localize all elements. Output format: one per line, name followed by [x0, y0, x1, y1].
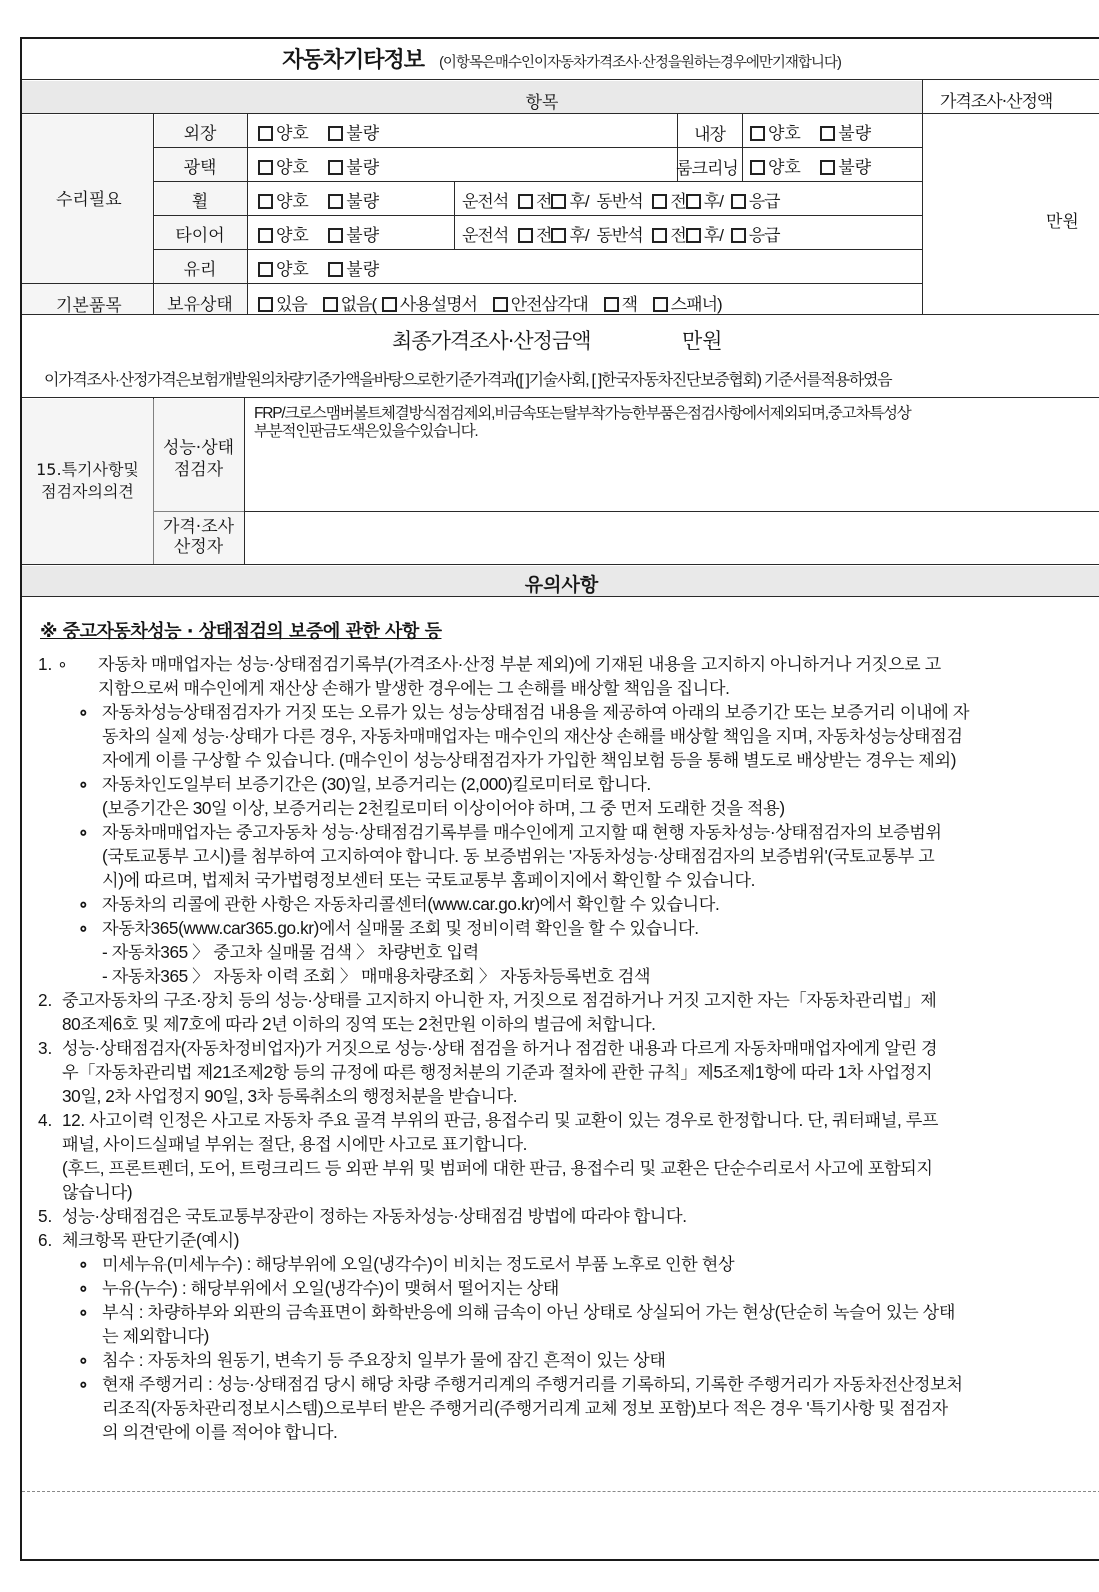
- notice-line: 자동차매매업자는 중고자동차 성능·상태점검기록부를 매수인에게 고지할 때 현행 자동차성능·상태점검자의 보증범위: [102, 822, 942, 842]
- exterior-checks: 양호 불량: [258, 119, 379, 144]
- bullet-icon: ∘: [78, 1374, 89, 1394]
- notice-line: 성능·상태점검자(자동차정비업자)가 거짓으로 성능·상태 점검을 하거나 점검한 내용과 다르게 자동차매매업자에게 알린 경: [62, 1038, 938, 1058]
- form-page: [20, 37, 1099, 1561]
- tire-checks: 양호 불량: [258, 221, 379, 246]
- notice-line: 12. 사고이력 인정은 사고로 자동차 주요 골격 부위의 판금, 용접수리 및 교환이 있는 경우로 한정합니다. 단, 쿼터패널, 루프: [62, 1110, 939, 1130]
- notice-item: [36, 892, 1081, 916]
- notice-line: 자동차인도일부터 보증기간은 (30)일, 보증거리는 (2,000)킬로미터로 합니다.: [102, 774, 651, 794]
- wheel-good-checkbox[interactable]: [258, 194, 273, 209]
- notice-line: - 자동차365 〉 중고차 실매물 검색 〉 차량번호 입력: [102, 942, 479, 962]
- notice-number: 2.: [38, 990, 53, 1010]
- wheel-passenger-rear-checkbox[interactable]: [686, 194, 701, 209]
- notice-item: [36, 772, 1081, 820]
- special-label: 15.특기사항및 점검자의의견: [36, 460, 139, 501]
- glass-checks: 양호 불량: [258, 255, 379, 280]
- wheel-driver-rear-checkbox[interactable]: [551, 194, 566, 209]
- wheel-driver-front-checkbox[interactable]: [518, 194, 533, 209]
- notice-line: 미세누유(미세누수) : 해당부위에 오일(냉각수)이 비치는 정도로서 부품 노후로 인한 현상: [102, 1254, 735, 1274]
- notice-line: 지함으로써 매수인에게 재산상 손해가 발생한 경우에는 그 손해를 배상할 책임을 집니다.: [98, 678, 730, 698]
- notice-line: 자동차성능상태점검자가 거짓 또는 오류가 있는 성능상태점검 내용을 제공하여 아래의 보증기간 또는 보증거리 이내에 자: [102, 702, 970, 722]
- notice-line: 시)에 따르며, 법제처 국가법령정보센터 또는 국토교통부 홈페이지에서 확인할 수 있습니다.: [102, 870, 755, 890]
- notice-item: [36, 1348, 1081, 1372]
- notice-item: [36, 1108, 1081, 1204]
- bullet-icon: ∘: [78, 894, 89, 914]
- bullet-icon: ∘: [78, 702, 89, 722]
- notice-subtitle: ※ 중고자동차성능 · 상태점검의 보증에 관한 사항 등: [40, 621, 442, 642]
- bullet-icon: ∘: [78, 1350, 89, 1370]
- notice-number: 4.: [38, 1110, 53, 1130]
- inspector-label: 성능·상태 점검자: [162, 438, 235, 480]
- notice-number: 1. ∘: [38, 654, 68, 674]
- section-title: 자동차기타정보: [282, 47, 424, 72]
- bullet-icon: ∘: [78, 1254, 89, 1274]
- bullet-icon: ∘: [78, 918, 89, 938]
- notice-number: 6.: [38, 1230, 53, 1250]
- col-item-header: 항목: [525, 93, 559, 113]
- notice-line: 자에게 이를 구상할 수 있습니다. (매수인이 성능상태점검자가 가입한 책임보험 등을 통해 별도로 배상받는 경우는 제외): [102, 750, 957, 770]
- col-price-header: 가격조사·산정액: [940, 92, 1053, 112]
- basic-none-checkbox[interactable]: [323, 297, 338, 312]
- notice-line: 중고자동차의 구조·장치 등의 성능·상태를 고지하지 아니한 자, 거짓으로 점검하거나 거짓 고지한 자는「자동차관리법」제: [62, 990, 937, 1010]
- notice-line: 자동차365(www.car365.go.kr)에서 실매물 조회 및 정비이력 확인을 할 수 있습니다.: [102, 918, 699, 938]
- notice-line: - 자동차365 〉 자동차 이력 조회 〉 매매용차량조회 〉 자동차등록번호 검색: [102, 966, 651, 986]
- bullet-icon: ∘: [78, 1278, 89, 1298]
- notice-line: 누유(누수) : 해당부위에서 오일(냉각수)이 맺혀서 떨어지는 상태: [102, 1278, 560, 1298]
- notice-line: 성능·상태점검은 국토교통부장관이 정하는 자동차성능·상태점검 방법에 따라야 합니다.: [62, 1206, 687, 1226]
- wheel-checks: 양호 불량: [258, 187, 379, 212]
- basic-have-checkbox[interactable]: [258, 297, 273, 312]
- repair-needed-label: 수리필요: [56, 190, 122, 210]
- bullet-icon: ∘: [78, 822, 89, 842]
- glass-bad-checkbox[interactable]: [328, 262, 343, 277]
- repair-item-tire: 타이어: [175, 226, 225, 246]
- notice-line: 부식 : 차량하부와 외판의 금속표면이 화학반응에 의해 금속이 아닌 상태로 상실되어 가는 현상(단순히 녹슬어 있는 상태: [102, 1302, 956, 1322]
- roomcleaning-checks: 양호 불량: [750, 153, 871, 178]
- wheel-seat-checks: 운전석 전 후/ 동반석 전 후/ 응급: [462, 192, 780, 211]
- notice-item: [36, 1228, 1081, 1252]
- notice-item: [36, 1036, 1081, 1108]
- wheel-emergency-checkbox[interactable]: [731, 194, 746, 209]
- notice-item: [36, 820, 1081, 892]
- appraiser-label: 가격·조사 산정자: [162, 517, 235, 557]
- tire-bad-checkbox[interactable]: [328, 228, 343, 243]
- interior-good-checkbox[interactable]: [750, 126, 765, 141]
- notice-item: [36, 1252, 1081, 1276]
- notice-title: 유의사항: [524, 574, 599, 596]
- price-basis-statement: 이가격조사·산정가격은보험개발원의차량기준가액을바탕으로한기준가격과([ ]기술사회, [ ]한국자동차진단보증협회) 기준서를적용하였음: [44, 372, 892, 389]
- notice-line: 동차의 실제 성능·상태가 다른 경우, 자동차매매업자는 매수인의 재산상 손해를 배상할 책임을 지며, 자동차성능상태점검: [102, 726, 963, 746]
- wheel-passenger-front-checkbox[interactable]: [652, 194, 667, 209]
- roomcleaning-label: 룸크리닝: [676, 159, 738, 178]
- gloss-bad-checkbox[interactable]: [328, 160, 343, 175]
- exterior-good-checkbox[interactable]: [258, 126, 273, 141]
- repair-item-gloss: 광택: [183, 158, 217, 178]
- notice-list: [36, 652, 1081, 1444]
- repair-item-glass: 유리: [183, 260, 217, 280]
- wheel-bad-checkbox[interactable]: [328, 194, 343, 209]
- final-price-unit: 만원: [682, 329, 723, 353]
- notice-line: 리조직(자동차관리정보시스템)으로부터 받은 주행거리(주행거리계 교체 정보 포함)보다 적은 경우 '특기사항 및 점검자: [102, 1398, 948, 1418]
- interior-bad-checkbox[interactable]: [820, 126, 835, 141]
- section-title-row: [22, 43, 1099, 79]
- triangle-checkbox[interactable]: [493, 297, 508, 312]
- notice-item: [36, 652, 1081, 700]
- notice-line: 패널, 사이드실패널 부위는 절단, 용접 시에만 사고로 표기합니다.: [62, 1134, 528, 1154]
- roomcleaning-good-checkbox[interactable]: [750, 160, 765, 175]
- notice-line: 않습니다): [62, 1182, 133, 1202]
- basic-items-label: 기본품목: [56, 296, 122, 316]
- tire-seat-checks: 운전석 전 후/ 동반석 전 후/ 응급: [462, 226, 780, 245]
- notice-line: (보증기간은 30일 이상, 보증거리는 2천킬로미터 이상이어야 하며, 그 중 먼저 도래한 것을 적용): [102, 798, 785, 818]
- roomcleaning-bad-checkbox[interactable]: [820, 160, 835, 175]
- tire-good-checkbox[interactable]: [258, 228, 273, 243]
- price-unit: 만원: [1046, 212, 1079, 232]
- notice-line: 자동차 매매업자는 성능·상태점검기록부(가격조사·산정 부분 제외)에 기재된 내용을 고지하지 아니하거나 거짓으로 고: [98, 654, 941, 674]
- basic-status-label: 보유상태: [167, 295, 233, 315]
- section-note: (이항목은매수인이자동차가격조사·산정을원하는경우에만기재합니다): [439, 55, 841, 71]
- jack-checkbox[interactable]: [604, 297, 619, 312]
- tire-driver-front-checkbox[interactable]: [518, 228, 533, 243]
- repair-item-wheel: 휠: [191, 192, 209, 212]
- notice-line: 체크항목 판단기준(예시): [62, 1230, 240, 1250]
- notice-line: 침수 : 자동차의 원동기, 변속기 등 주요장치 일부가 물에 잠긴 흔적이 있는 상태: [102, 1350, 666, 1370]
- notice-item: [36, 700, 1081, 772]
- tire-passenger-front-checkbox[interactable]: [652, 228, 667, 243]
- notice-line: (후드, 프론트펜더, 도어, 트렁크리드 등 외판 부위 및 범퍼에 대한 판금, 용접수리 및 교환은 단순수리로서 사고에 포함되지: [62, 1158, 933, 1178]
- notice-item: [36, 1204, 1081, 1228]
- interior-checks: 양호 불량: [750, 119, 871, 144]
- notice-line: 80조제6호 및 제7호에 따라 2년 이하의 징역 또는 2천만원 이하의 벌금에 처합니다.: [62, 1014, 656, 1034]
- repair-item-exterior: 외장: [183, 124, 217, 144]
- tire-driver-rear-checkbox[interactable]: [551, 228, 566, 243]
- notice-line: 우「자동차관리법 제21조제2항 등의 규정에 따른 행정처분의 기준과 절차에 관한 규칙」제5조제1항에 따라 1차 사업정지: [62, 1062, 933, 1082]
- exterior-bad-checkbox[interactable]: [328, 126, 343, 141]
- notice-number: 3.: [38, 1038, 53, 1058]
- manual-checkbox[interactable]: [382, 297, 397, 312]
- interior-label: 내장: [694, 125, 725, 144]
- final-price-label: 최종가격조사·산정금액: [392, 329, 591, 353]
- notice-line: 자동차의 리콜에 관한 사항은 자동차리콜센터(www.car.go.kr)에서 확인할 수 있습니다.: [102, 894, 720, 914]
- notice-line: 30일, 2차 사업정지 90일, 3차 등록취소의 행정처분을 받습니다.: [62, 1086, 518, 1106]
- spanner-checkbox[interactable]: [653, 297, 668, 312]
- notice-line: 현재 주행거리 : 성능·상태점검 당시 해당 차량 주행거리계의 주행거리를 기록하되, 기록한 주행거리가 자동차전산정보처: [102, 1374, 963, 1394]
- glass-good-checkbox[interactable]: [258, 262, 273, 277]
- notice-item: [36, 1372, 1081, 1444]
- gloss-checks: 양호 불량: [258, 153, 379, 178]
- notice-item: [36, 1276, 1081, 1300]
- notice-line: 는 제외합니다): [102, 1326, 209, 1346]
- notice-line: (국토교통부 고시)를 첨부하여 고지하여야 합니다. 동 보증범위는 '자동차성능·상태점검자의 보증범위'(국토교통부 고: [102, 846, 935, 866]
- notice-number: 5.: [38, 1206, 53, 1226]
- notice-item: [36, 916, 1081, 988]
- basic-items-checks: 있음 없음( 사용설명서 안전삼각대 잭 스패너): [258, 290, 722, 315]
- tire-emergency-checkbox[interactable]: [731, 228, 746, 243]
- notice-item: [36, 1300, 1081, 1348]
- bullet-icon: ∘: [78, 774, 89, 794]
- bullet-icon: ∘: [78, 1302, 89, 1322]
- notice-line: 의 의견'란에 이를 적어야 합니다.: [102, 1422, 338, 1442]
- notice-item: [36, 988, 1081, 1036]
- gloss-good-checkbox[interactable]: [258, 160, 273, 175]
- tire-passenger-rear-checkbox[interactable]: [686, 228, 701, 243]
- inspector-opinion-text: FRP/크로스맴버볼트체결방식점검제외,비금속또는탈부착가능한부품은점검사항에서제외되며,중고차특성상 부분적인판금도색은있을수있습니다.: [254, 405, 911, 440]
